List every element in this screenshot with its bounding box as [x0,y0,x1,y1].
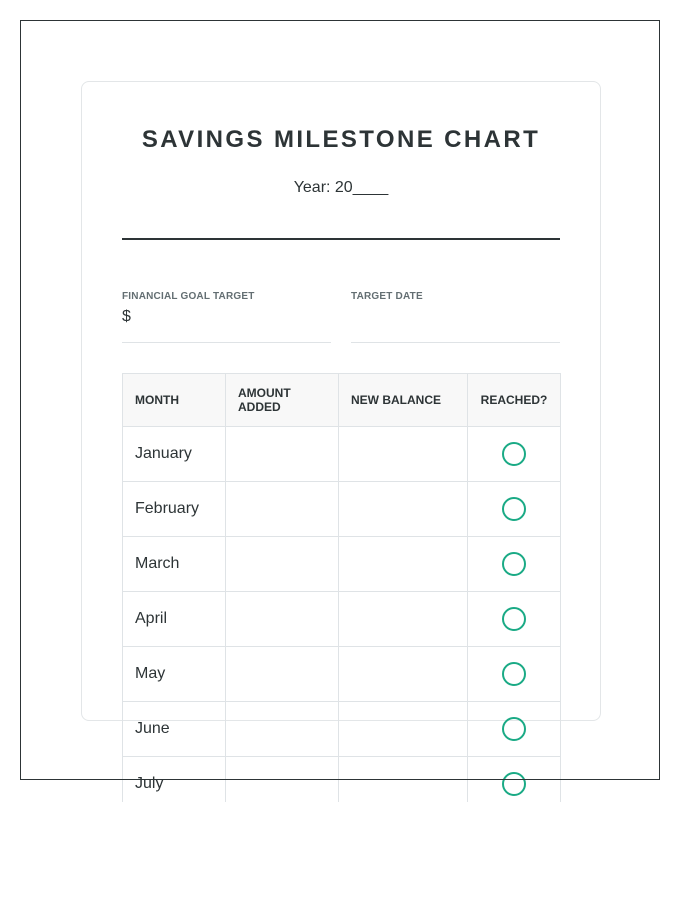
reached-cell [468,592,561,647]
table-row [123,757,561,803]
new-balance-cell[interactable] [339,427,468,482]
table-row [123,592,561,647]
amount-added-cell[interactable] [226,757,339,803]
new-balance-cell[interactable] [339,537,468,592]
reached-cell [468,757,561,803]
reached-checkbox-circle-icon[interactable] [502,717,526,741]
new-balance-cell[interactable] [339,702,468,757]
reached-checkbox-circle-icon[interactable] [502,607,526,631]
month-cell: May [123,647,226,702]
table-row [123,427,561,482]
page-title: SAVINGS MILESTONE CHART [141,126,541,153]
milestone-table [122,373,561,802]
financial-goal-field[interactable] [122,291,331,343]
table-row [123,482,561,537]
amount-added-cell[interactable] [226,537,339,592]
table-row [123,702,561,757]
new-balance-cell[interactable] [339,647,468,702]
reached-checkbox-circle-icon[interactable] [502,497,526,521]
amount-added-cell[interactable] [226,647,339,702]
amount-added-cell[interactable] [226,702,339,757]
new-balance-cell[interactable] [339,757,468,803]
column-header-new-balance: NEW BALANCE [339,374,468,427]
table-header-row [123,374,561,427]
month-cell: July [123,757,226,803]
reached-cell [468,702,561,757]
month-cell: January [123,427,226,482]
financial-goal-input[interactable]: $ [122,308,131,325]
month-cell: June [123,702,226,757]
reached-cell [468,427,561,482]
month-cell: March [123,537,226,592]
target-date-label: TARGET DATE [351,291,423,302]
target-date-input[interactable] [351,308,560,328]
reached-checkbox-circle-icon[interactable] [502,442,526,466]
column-header-month: MONTH [123,374,226,427]
reached-checkbox-circle-icon[interactable] [502,662,526,686]
reached-checkbox-circle-icon[interactable] [502,772,526,796]
target-date-field[interactable] [351,291,560,343]
amount-added-cell[interactable] [226,482,339,537]
reached-checkbox-circle-icon[interactable] [502,552,526,576]
month-cell: February [123,482,226,537]
title-divider [122,238,560,240]
new-balance-cell[interactable] [339,592,468,647]
reached-cell [468,482,561,537]
amount-added-cell[interactable] [226,427,339,482]
column-header-reached: REACHED? [468,374,561,427]
amount-added-cell[interactable] [226,592,339,647]
reached-cell [468,537,561,592]
column-header-amount-added: AMOUNT ADDED [226,374,339,427]
year-field[interactable]: Year: 20____ [293,179,389,196]
reached-cell [468,647,561,702]
month-cell: April [123,592,226,647]
new-balance-cell[interactable] [339,482,468,537]
table-row [123,537,561,592]
financial-goal-label: FINANCIAL GOAL TARGET [122,291,255,302]
table-row [123,647,561,702]
